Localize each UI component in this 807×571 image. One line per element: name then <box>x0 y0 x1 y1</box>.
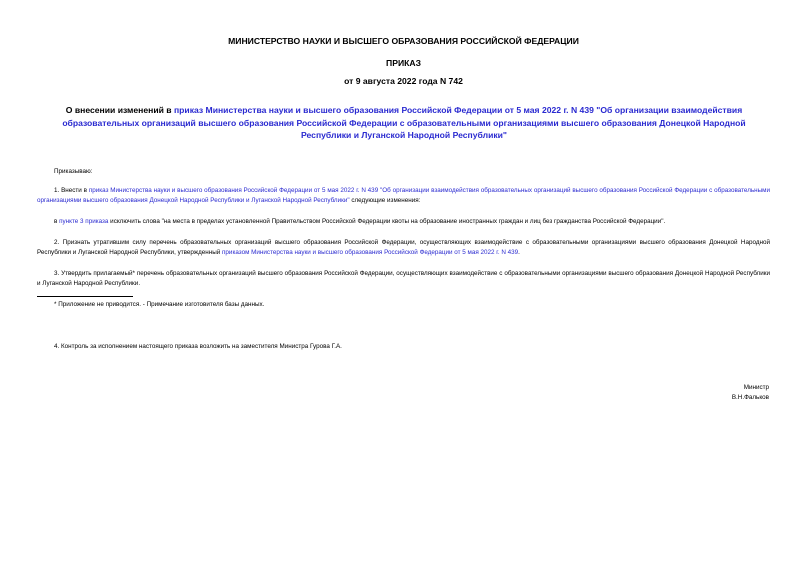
footnote-text: * Приложение не приводится. - Примечание изготовителя базы данных. <box>54 301 265 308</box>
item1-suffix: следующие изменения: <box>349 197 421 204</box>
title-link[interactable]: приказ Министерства науки и высшего образования Российской Федерации от 5 мая 2022 г. N 439 "Об организации взаимодействия образовательных организаций высшего образования Российской Федерации с образовательными организациями высшего образования Донецкой Народной Республики и Луганской Народной Республики" <box>62 105 746 140</box>
footnote-divider <box>37 296 133 297</box>
doc-type-heading: ПРИКАЗ <box>386 58 421 68</box>
footnote-paragraph <box>37 300 770 310</box>
item2-link[interactable]: приказом Министерства науки и высшего образования Российской Федерации от 5 мая 2022 г. N 439 <box>222 249 519 256</box>
doc-date-number: от 9 августа 2022 года N 742 <box>344 76 463 86</box>
ministry-heading: МИНИСТЕРСТВО НАУКИ И ВЫСШЕГО ОБРАЗОВАНИЯ РОССИЙСКОЙ ФЕДЕРАЦИИ <box>228 36 579 46</box>
item1a-link[interactable]: пункте 3 приказа <box>59 218 109 225</box>
intro-paragraph <box>37 167 770 177</box>
title-prefix: О внесении изменений в <box>65 105 174 115</box>
signature-name: В.Н.Фальков <box>731 394 769 401</box>
item4-text: 4. Контроль за исполнением настоящего приказа возложить на заместителя Министра Гурова Г.А. <box>54 343 342 350</box>
item1-link[interactable]: приказ Министерства науки и высшего образования Российской Федерации от 5 мая 2022 г. N 439 "Об организации взаимодействия образовательных организаций высшего образования Российской Федерации с образовательными организациями высшего образования Донецкой Народной Республики и Луганской Народной Республики" <box>37 187 771 204</box>
document-title <box>40 104 768 142</box>
item1a-suffix: исключить слова "на места в пределах установленной Правительством Российской Федерации квоты на образование иностранных граждан и лиц без гражданства Российской Федерации". <box>108 218 666 225</box>
item2-prefix: 2. Признать утратившим силу перечень образовательных организаций высшего образования Российской Федерации, осуществляющих взаимодействие с образовательными организациями высшего образования Донецкой Народной Республики и Луганской Народной Республики, утвержденный <box>37 239 770 256</box>
item2-suffix: . <box>518 249 520 256</box>
item-3-paragraph <box>37 269 770 289</box>
item-4-paragraph <box>37 342 770 352</box>
item-2-paragraph <box>37 238 770 258</box>
intro-text: Приказываю: <box>54 168 93 175</box>
item1-prefix: 1. Внести в <box>54 187 89 194</box>
item-1a-paragraph <box>37 217 770 227</box>
signature-position: Министр <box>743 384 769 391</box>
item1a-prefix: в <box>54 218 60 225</box>
item3-text: 3. Утвердить прилагаемый* перечень образовательных организаций высшего образования Российской Федерации, осуществляющих взаимодействие с образовательными организациями высшего образования Донецкой Народной Республики и Луганской Народной Республики. <box>37 270 770 287</box>
item-1-paragraph <box>37 186 770 206</box>
